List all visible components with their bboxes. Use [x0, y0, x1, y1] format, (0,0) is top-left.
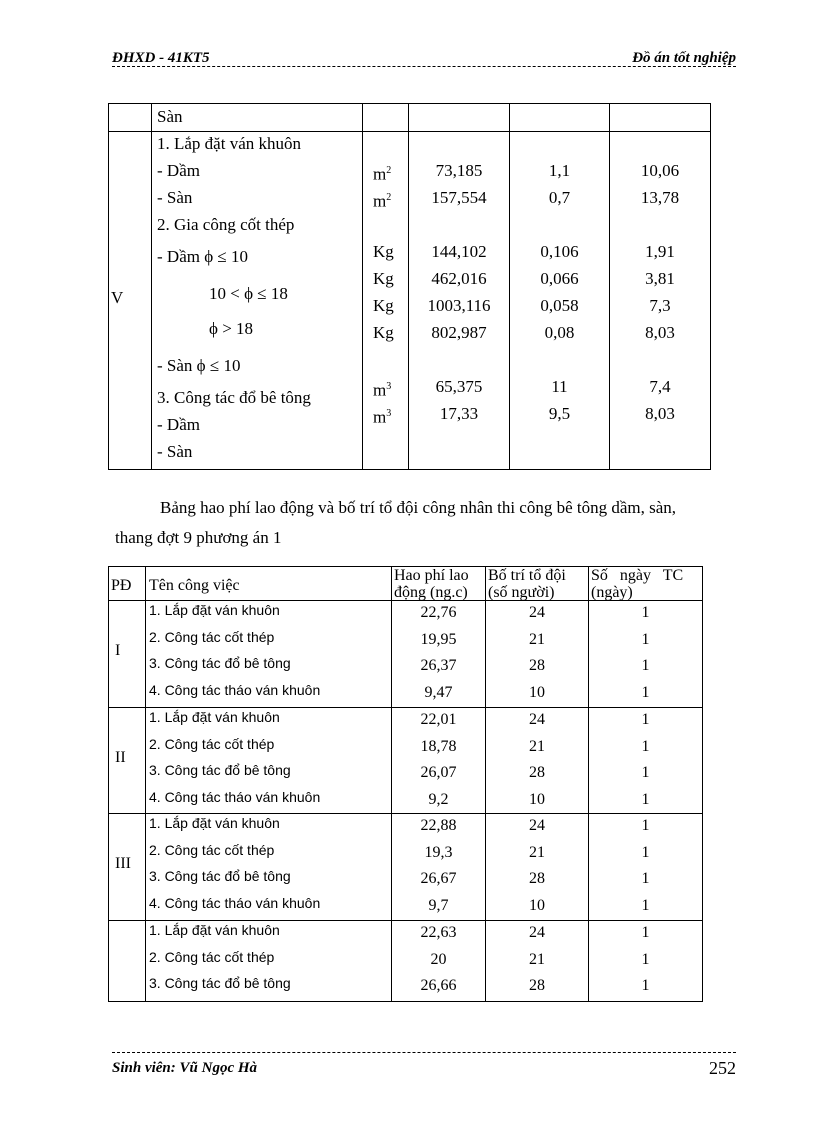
header-days-2: (ngày) — [591, 584, 633, 601]
table1-row-result: 3,81 — [645, 269, 675, 288]
labor-cost: 20 — [430, 950, 447, 968]
task-name: 2. Công tác cốt thép — [149, 735, 275, 752]
labor-cost: 9,47 — [424, 683, 453, 701]
header-crew-2: (số người) — [488, 584, 555, 601]
unit-text: Kg — [373, 296, 394, 315]
group-label: II — [115, 749, 126, 766]
unit-text: Kg — [373, 323, 394, 342]
header-crew-1: Bố trí tổ đội — [488, 567, 566, 584]
table1-row-norm: 0,7 — [548, 188, 571, 207]
labor-cost: 19,3 — [424, 843, 453, 861]
header-days-1: Số ngày TC — [591, 567, 684, 584]
labor-table — [108, 566, 703, 1002]
crew-size: 28 — [529, 764, 545, 781]
crew-size: 28 — [529, 657, 545, 674]
unit-text: Kg — [373, 269, 394, 288]
page-footer — [112, 1048, 736, 1078]
crew-size: 24 — [529, 711, 545, 728]
table1-row-label: - Sàn ϕ ≤ 10 — [157, 356, 241, 375]
task-name: 1. Lắp đặt ván khuôn — [149, 709, 280, 725]
table1-row-result: 10,06 — [640, 161, 680, 180]
table1-row-result: 7,3 — [649, 296, 671, 315]
days-count: 1 — [641, 630, 650, 648]
table1-row-label: - Dầm — [157, 161, 200, 180]
table1-row-unit — [373, 161, 391, 185]
table1-row-quantity: 144,102 — [431, 242, 487, 261]
header-rule — [112, 66, 736, 67]
unit-exponent: 3 — [386, 408, 392, 419]
table1-row-unit — [373, 242, 394, 262]
labor-cost: 22,63 — [420, 924, 457, 941]
labor-cost: 26,67 — [420, 870, 457, 887]
days-count: 1 — [641, 950, 650, 968]
unit-text: m — [373, 380, 387, 400]
table1-row-label: 2. Gia công cốt thép — [157, 215, 295, 234]
header-labor-2: động (ng.c) — [394, 584, 468, 601]
task-name: 1. Lắp đặt ván khuôn — [149, 602, 280, 618]
days-count: 1 — [641, 817, 650, 834]
crew-size: 21 — [529, 630, 545, 648]
days-count: 1 — [641, 977, 650, 994]
table1-row-norm: 9,5 — [548, 404, 571, 423]
table1-row-result: 1,91 — [645, 242, 675, 261]
table1-row-quantity: 1003,116 — [427, 296, 491, 315]
task-name: 2. Công tác cốt thép — [149, 948, 275, 965]
table1-row-result: 13,78 — [640, 188, 680, 207]
table1-row-unit — [373, 269, 394, 289]
table1-row-norm: 11 — [551, 377, 568, 396]
days-count: 1 — [641, 657, 650, 674]
table1-row-quantity: 17,33 — [439, 404, 479, 423]
task-name: 3. Công tác đổ bê tông — [149, 655, 291, 671]
labor-cost: 26,37 — [420, 657, 457, 674]
crew-size: 24 — [529, 817, 545, 834]
table1-row-unit — [373, 188, 391, 212]
labor-cost: 22,01 — [420, 711, 457, 728]
days-count: 1 — [641, 924, 650, 941]
labor-cost: 22,76 — [420, 604, 457, 621]
header-pd: PĐ — [111, 577, 132, 594]
crew-size: 10 — [529, 896, 545, 914]
table1-top-label: Sàn — [157, 107, 183, 126]
task-name: 4. Công tác tháo ván khuôn — [149, 788, 321, 805]
table1-row-unit — [373, 296, 394, 316]
table1-row-label: - Sàn — [157, 188, 193, 207]
page-number: 252 — [709, 1058, 736, 1078]
crew-size: 21 — [529, 950, 545, 968]
unit-exponent: 2 — [386, 192, 392, 203]
crew-size: 10 — [529, 683, 545, 701]
task-name: 4. Công tác tháo ván khuôn — [149, 894, 321, 911]
labor-cost: 9,2 — [428, 790, 449, 808]
footer-rule — [112, 1052, 736, 1053]
task-name: 2. Công tác cốt thép — [149, 628, 275, 645]
crew-size: 10 — [529, 790, 545, 808]
table1-row-label: - Dầm ϕ ≤ 10 — [157, 247, 248, 266]
unit-exponent: 3 — [386, 381, 392, 392]
task-name: 4. Công tác tháo ván khuôn — [149, 681, 321, 698]
table1-row-quantity: 462,016 — [431, 269, 487, 288]
unit-text: m — [373, 191, 387, 211]
unit-text: m — [373, 407, 387, 427]
labor-cost: 26,66 — [420, 977, 457, 994]
labor-cost: 22,88 — [420, 817, 457, 834]
task-name: 2. Công tác cốt thép — [149, 841, 275, 858]
days-count: 1 — [641, 790, 650, 808]
task-name: 3. Công tác đổ bê tông — [149, 975, 291, 991]
table1-row-label: 10 < ϕ ≤ 18 — [209, 284, 288, 303]
labor-cost: 19,95 — [420, 630, 457, 648]
table1-row-norm: 0,08 — [544, 323, 575, 342]
table1-row-quantity: 802,987 — [431, 323, 487, 342]
table1-row-norm: 0,058 — [540, 296, 579, 315]
task-name: 3. Công tác đổ bê tông — [149, 868, 291, 884]
crew-size: 21 — [529, 843, 545, 861]
days-count: 1 — [641, 843, 650, 861]
unit-text: m — [373, 164, 387, 184]
crew-size: 24 — [529, 604, 545, 621]
table-caption-line1: Bảng hao phí lao động và bố trí tổ đội công nhân thi công bê tông dầm, sàn, — [160, 498, 677, 517]
group-label: III — [115, 855, 131, 872]
header-left: ĐHXD - 41KT5 — [112, 50, 210, 66]
header-right: Đồ án tốt nghiệp — [632, 50, 736, 66]
table1-row-label: - Sàn — [157, 442, 193, 461]
crew-size: 28 — [529, 977, 545, 994]
crew-size: 28 — [529, 870, 545, 887]
group-label: I — [115, 642, 121, 659]
table1-row-label: 3. Công tác đổ bê tông — [157, 388, 311, 407]
unit-exponent: 2 — [386, 165, 392, 176]
table1-row-unit — [373, 323, 394, 343]
header-task: Tên công việc — [149, 577, 240, 594]
table1-row-quantity: 65,375 — [435, 377, 483, 396]
task-name: 3. Công tác đổ bê tông — [149, 762, 291, 778]
table1-row-unit — [373, 377, 391, 401]
labor-cost: 9,7 — [428, 896, 449, 914]
days-count: 1 — [641, 764, 650, 781]
quantity-table — [108, 103, 711, 470]
table1-row-result: 8,03 — [645, 323, 675, 342]
table1-row-result: 7,4 — [649, 377, 671, 396]
days-count: 1 — [641, 604, 650, 621]
table1-row-unit — [373, 404, 391, 428]
unit-text: Kg — [373, 242, 394, 261]
task-name: 1. Lắp đặt ván khuôn — [149, 922, 280, 938]
table1-row-quantity: 73,185 — [435, 161, 483, 180]
days-count: 1 — [641, 870, 650, 887]
labor-cost: 26,07 — [420, 764, 457, 781]
table1-row-label: - Dầm — [157, 415, 200, 434]
days-count: 1 — [641, 711, 650, 728]
table1-row-norm: 0,066 — [540, 269, 579, 288]
crew-size: 21 — [529, 737, 545, 755]
footer-student: Sinh viên: Vũ Ngọc Hà — [112, 1060, 258, 1076]
table1-row-quantity: 157,554 — [431, 188, 487, 207]
table1-row-norm: 1,1 — [548, 161, 571, 180]
table1-row-label: ϕ > 18 — [209, 319, 254, 338]
task-name: 1. Lắp đặt ván khuôn — [149, 815, 280, 831]
page-header — [112, 48, 736, 70]
header-labor-1: Hao phí lao — [394, 567, 469, 584]
table-caption-line2: thang đợt 9 phương án 1 — [115, 528, 282, 547]
table1-row-norm: 0,106 — [540, 242, 579, 261]
crew-size: 24 — [529, 924, 545, 941]
table1-row-result: 8,03 — [645, 404, 675, 423]
labor-cost: 18,78 — [420, 737, 457, 755]
table1-group-label: V — [111, 288, 124, 307]
days-count: 1 — [641, 896, 650, 914]
days-count: 1 — [641, 737, 650, 755]
days-count: 1 — [641, 683, 650, 701]
table1-row-label: 1. Lắp đặt ván khuôn — [157, 134, 301, 153]
